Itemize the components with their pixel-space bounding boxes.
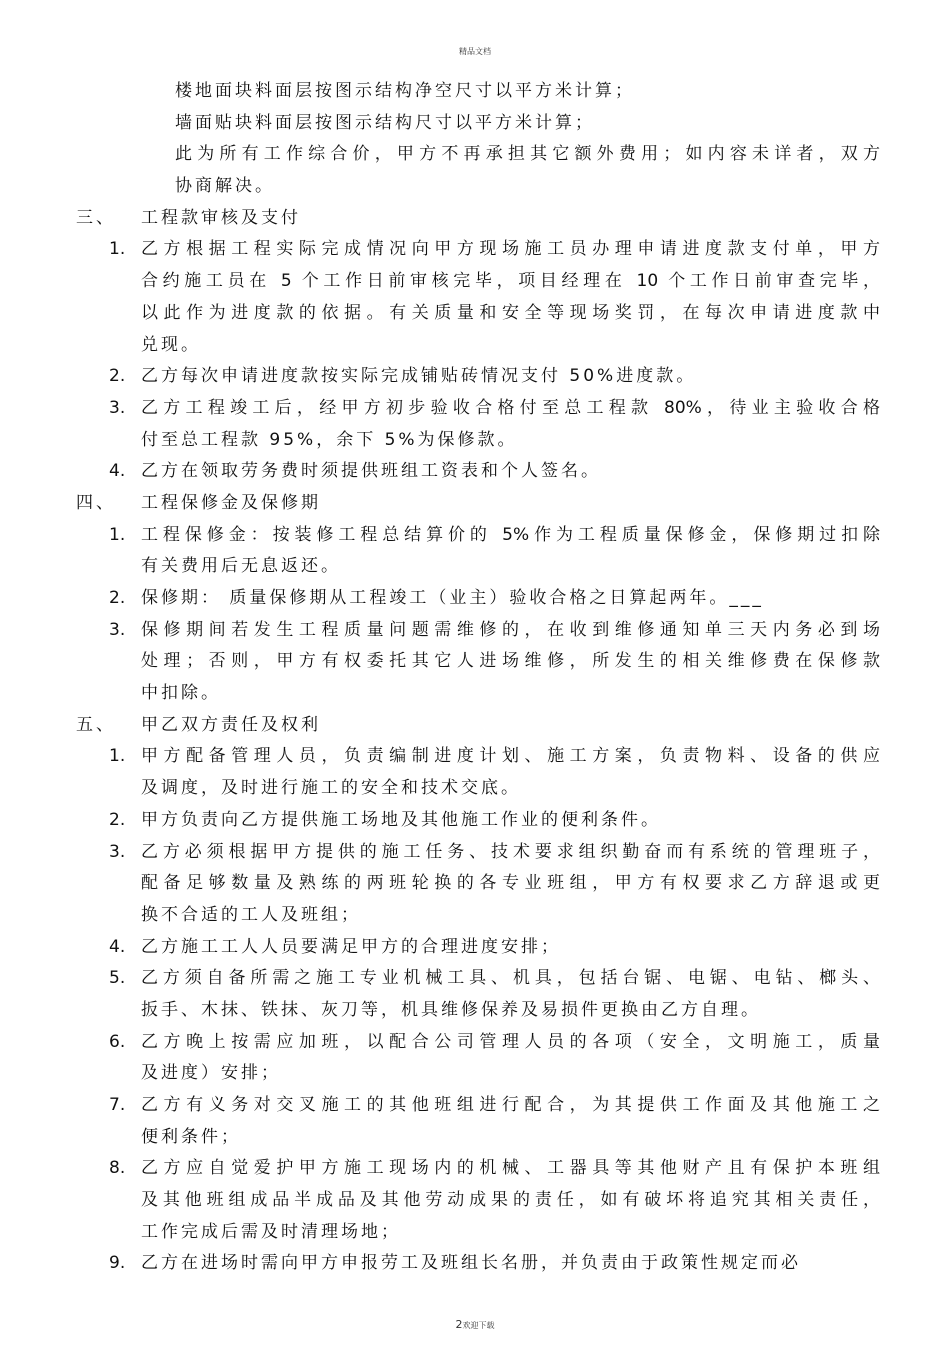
item-continuation bbox=[0, 266, 950, 298]
item-continuation bbox=[0, 551, 950, 583]
item-text: 及调度，及时进行施工的安全和技术交底。 bbox=[141, 778, 521, 799]
item-text: 乙方在进场时需向甲方申报劳工及班组长名册，并负责由于政策性规定而必 bbox=[141, 1253, 801, 1274]
item-number: 7. bbox=[109, 1095, 126, 1115]
intro-line bbox=[0, 76, 880, 108]
item-text: 甲方配备管理人员，负责编制进度计划、施工方案，负责物料、设备的供应 bbox=[141, 746, 880, 767]
item-text: 及其他班组成品半成品及其他劳动成果的责任，如有破坏将追究其相关责任， bbox=[141, 1190, 880, 1211]
list-item bbox=[0, 1248, 950, 1280]
item-text: 扳手、木抹、铁抹、灰刀等，机具维修保养及易损件更换由乙方自理。 bbox=[141, 999, 761, 1020]
item-continuation bbox=[0, 995, 950, 1027]
item-text: 乙方须自备所需之施工专业机械工具、机具，包括台锯、电锯、电钻、榔头、 bbox=[141, 968, 880, 989]
list-item bbox=[0, 583, 950, 615]
page-number: 2 bbox=[455, 1318, 463, 1331]
item-text: 乙方应自觉爱护甲方施工现场内的机械、工器具等其他财产且有保护本班组 bbox=[141, 1158, 880, 1179]
list-item bbox=[0, 805, 950, 837]
item-number: 4. bbox=[109, 461, 126, 482]
item-number: 3. bbox=[109, 841, 126, 862]
item-continuation bbox=[0, 773, 950, 805]
item-continuation bbox=[0, 1058, 950, 1090]
intro-line bbox=[0, 171, 880, 203]
item-text: 工作完成后需及时清理场地； bbox=[141, 1221, 401, 1242]
item-text: 合约施工员在 5 个工作日前审核完毕，项目经理在 10 个工作日前审查完毕， bbox=[141, 271, 880, 292]
intro-text: 此为所有工作综合价，甲方不再承担其它额外费用；如内容未详者，双方 bbox=[175, 144, 880, 165]
page-footer bbox=[0, 1318, 950, 1331]
item-text: 乙方根据工程实际完成情况向甲方现场施工员办理申请进度款支付单，甲方 bbox=[141, 239, 880, 260]
document-body bbox=[0, 76, 950, 1280]
item-number: 1. bbox=[109, 239, 126, 260]
section-number: 五、 bbox=[76, 714, 116, 735]
list-item bbox=[0, 1027, 950, 1059]
item-number: 1. bbox=[109, 746, 126, 767]
list-item bbox=[0, 932, 950, 964]
section-title: 甲乙双方责任及权利 bbox=[141, 714, 321, 735]
list-item bbox=[0, 741, 950, 773]
intro-text: 墙面贴块料面层按图示结构尺寸以平方米计算； bbox=[175, 112, 595, 133]
item-number: 8. bbox=[109, 1158, 126, 1179]
section-heading bbox=[0, 488, 950, 520]
footer-text: 欢迎下载 bbox=[462, 1321, 495, 1330]
item-text: 甲方负责向乙方提供施工场地及其他施工作业的便利条件。 bbox=[141, 809, 661, 830]
section-number: 四、 bbox=[76, 492, 116, 513]
item-number: 2. bbox=[109, 588, 126, 608]
section-number: 三、 bbox=[76, 207, 116, 228]
item-text: 便利条件； bbox=[141, 1126, 241, 1147]
item-text: 保修期： 质量保修期从工程竣工（业主）验收合格之日算起两年。___ bbox=[141, 588, 764, 608]
item-text: 乙方工程竣工后，经甲方初步验收合格付至总工程款 80%，待业主验收合格 bbox=[141, 397, 880, 418]
intro-text: 楼地面块料面层按图示结构净空尺寸以平方米计算； bbox=[175, 81, 635, 101]
intro-text: 协商解决。 bbox=[175, 176, 275, 197]
item-text: 乙方有义务对交叉施工的其他班组进行配合，为其提供工作面及其他施工之 bbox=[141, 1095, 880, 1115]
item-number: 6. bbox=[109, 1031, 126, 1052]
item-text: 保修期间若发生工程质量问题需维修的，在收到维修通知单三天内务必到场 bbox=[141, 619, 880, 640]
item-continuation bbox=[0, 868, 950, 900]
list-item bbox=[0, 615, 950, 647]
item-number: 1. bbox=[109, 524, 126, 545]
section-heading bbox=[0, 203, 950, 235]
list-item bbox=[0, 234, 950, 266]
item-number: 3. bbox=[109, 619, 126, 640]
item-text: 有关费用后无息返还。 bbox=[141, 556, 341, 577]
list-item bbox=[0, 837, 950, 869]
item-continuation bbox=[0, 1122, 950, 1154]
list-item bbox=[0, 361, 950, 393]
list-item bbox=[0, 1090, 950, 1122]
list-item bbox=[0, 393, 950, 425]
item-continuation bbox=[0, 298, 950, 330]
item-number: 3. bbox=[109, 397, 126, 418]
item-text: 乙方必须根据甲方提供的施工任务、技术要求组织勤奋而有系统的管理班子， bbox=[141, 841, 880, 862]
item-continuation bbox=[0, 678, 950, 710]
item-text: 乙方在领取劳务费时须提供班组工资表和个人签名。 bbox=[141, 461, 601, 482]
section-title: 工程款审核及支付 bbox=[141, 207, 301, 228]
list-item bbox=[0, 456, 950, 488]
item-continuation bbox=[0, 425, 950, 457]
item-text: 乙方施工工人人员要满足甲方的合理进度安排； bbox=[141, 936, 561, 957]
item-text: 付至总工程款 95%，余下 5%为保修款。 bbox=[141, 429, 518, 450]
item-text: 及进度）安排； bbox=[141, 1063, 281, 1084]
item-text: 换不合适的工人及班组； bbox=[141, 904, 361, 925]
list-item bbox=[0, 963, 950, 995]
item-continuation bbox=[0, 1217, 950, 1249]
item-text: 乙方晚上按需应加班，以配合公司管理人员的各项（安全，文明施工，质量 bbox=[141, 1031, 880, 1052]
item-number: 2. bbox=[109, 366, 126, 387]
page-header: 精品文档 bbox=[459, 47, 491, 56]
intro-line bbox=[0, 108, 880, 140]
item-continuation bbox=[0, 646, 950, 678]
item-text: 中扣除。 bbox=[141, 683, 221, 704]
item-number: 5. bbox=[109, 968, 126, 989]
section-title: 工程保修金及保修期 bbox=[141, 492, 321, 513]
intro-line bbox=[0, 139, 880, 171]
item-number: 9. bbox=[109, 1253, 126, 1274]
item-continuation bbox=[0, 1185, 950, 1217]
item-continuation bbox=[0, 900, 950, 932]
section-heading bbox=[0, 710, 950, 742]
item-text: 兑现。 bbox=[141, 334, 201, 355]
item-text: 工程保修金：按装修工程总结算价的 5%作为工程质量保修金，保修期过扣除 bbox=[141, 524, 880, 545]
item-number: 2. bbox=[109, 809, 126, 830]
item-continuation bbox=[0, 330, 950, 362]
item-number: 4. bbox=[109, 936, 126, 957]
list-item bbox=[0, 1153, 950, 1185]
item-text: 配备足够数量及熟练的两班轮换的各专业班组，甲方有权要求乙方辞退或更 bbox=[141, 873, 880, 894]
list-item bbox=[0, 520, 950, 552]
item-text: 处理；否则，甲方有权委托其它人进场维修，所发生的相关维修费在保修款 bbox=[141, 651, 880, 672]
item-text: 以此作为进度款的依据。有关质量和安全等现场奖罚，在每次申请进度款中 bbox=[141, 302, 880, 323]
item-text: 乙方每次申请进度款按实际完成铺贴砖情况支付 50%进度款。 bbox=[141, 366, 697, 387]
